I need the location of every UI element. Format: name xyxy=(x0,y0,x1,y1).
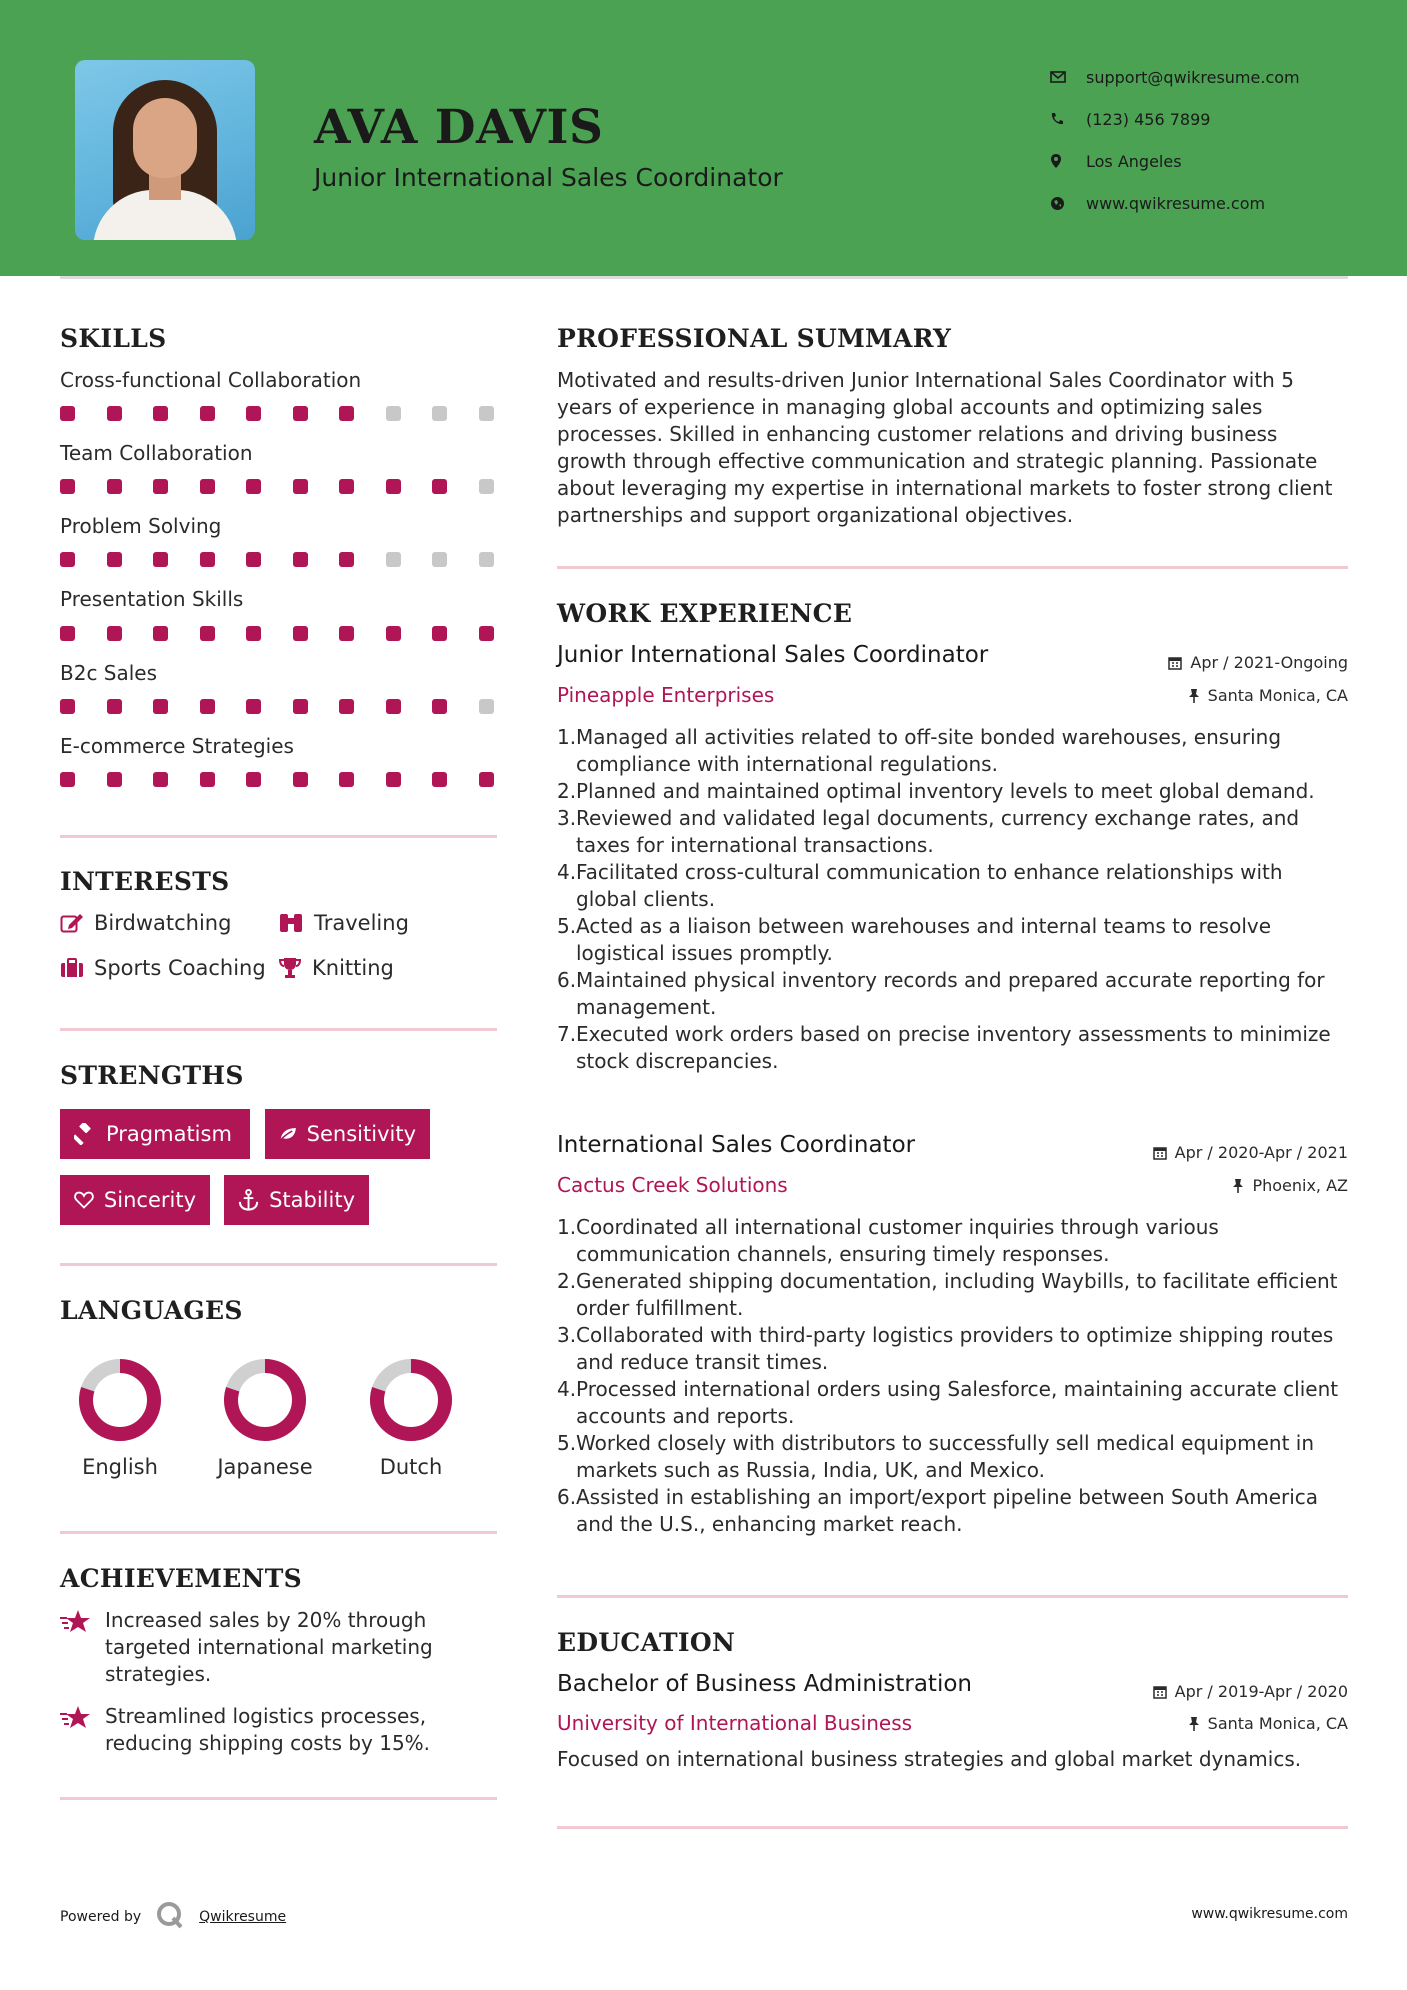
calendar-icon xyxy=(1168,656,1182,670)
calendar-icon xyxy=(1153,1146,1167,1160)
skill-dot xyxy=(293,479,308,494)
binoculars-icon xyxy=(278,913,304,933)
interest-item xyxy=(278,956,394,980)
skill-dot xyxy=(107,406,122,421)
skill-dot xyxy=(386,626,401,641)
pushpin-icon xyxy=(1232,1178,1244,1194)
job-bullet: 1. Managed all activities related to off-site bonded warehouses, ensuring compliance with international regulations. xyxy=(557,725,1282,776)
pushpin-icon xyxy=(1188,1716,1200,1732)
contact-phone-text: (123) 456 7899 xyxy=(1086,109,1211,129)
job-dates-text: Apr / 2021-Ongoing xyxy=(1190,653,1348,672)
footer-branding xyxy=(60,1900,286,1934)
envelope-icon xyxy=(1050,71,1086,83)
experience-heading: WORK EXPERIENCE xyxy=(557,599,853,628)
language-label: Japanese xyxy=(217,1455,313,1479)
skill-dot xyxy=(293,699,308,714)
skill-dot xyxy=(107,699,122,714)
achievement-item xyxy=(60,1703,500,1757)
qwikresume-link[interactable]: Qwikresume xyxy=(199,1909,287,1925)
star-icon xyxy=(60,1609,92,1635)
job-role: International Sales Coordinator xyxy=(557,1132,916,1158)
strength-label: Pragmatism xyxy=(106,1122,232,1146)
job-dates-text: Apr / 2020-Apr / 2021 xyxy=(1174,1143,1348,1162)
job-bullet: 5. Acted as a liaison between warehouses and internal teams to resolve logistical issues promptly. xyxy=(557,914,1272,965)
interest-item xyxy=(278,911,409,935)
skill-dot xyxy=(479,772,494,787)
strength-tag xyxy=(60,1109,250,1159)
interest-label: Birdwatching xyxy=(94,911,232,935)
achievement-text: Increased sales by 20% through targeted international marketing strategies. xyxy=(105,1608,433,1686)
job-bullets xyxy=(557,1214,1347,1538)
candidate-title: Junior International Sales Coordinator xyxy=(314,163,783,192)
job-role: Junior International Sales Coordinator xyxy=(557,642,989,668)
education-dates-text: Apr / 2019-Apr / 2020 xyxy=(1174,1682,1348,1701)
skill-dot xyxy=(479,626,494,641)
job-bullet: 4. Processed international orders using Salesforce, maintaining accurate client accounts and reports. xyxy=(557,1377,1339,1428)
section-divider xyxy=(60,1797,497,1800)
skill-dot xyxy=(107,552,122,567)
language-item xyxy=(195,1357,335,1479)
language-item xyxy=(341,1357,481,1479)
skill-dot xyxy=(153,552,168,567)
interest-label: Knitting xyxy=(312,956,394,980)
education-heading: EDUCATION xyxy=(557,1628,736,1657)
skill-dot xyxy=(246,479,261,494)
contact-phone[interactable] xyxy=(1050,98,1300,140)
job-dates xyxy=(1153,1143,1348,1162)
skill-dot xyxy=(153,626,168,641)
job-bullet: 6. Assisted in establishing an import/export pipeline between South America and the U.S., enhancing market reach. xyxy=(557,1485,1319,1536)
trophy-icon xyxy=(278,957,302,979)
contact-website[interactable] xyxy=(1050,182,1300,224)
skill-rating xyxy=(60,772,525,787)
skill-dot xyxy=(107,626,122,641)
strength-tag xyxy=(265,1109,430,1159)
interest-item xyxy=(60,956,266,980)
skill-dot xyxy=(200,552,215,567)
skill-rating xyxy=(60,699,525,714)
job-company: Pineapple Enterprises xyxy=(557,683,775,707)
skill-dot xyxy=(200,626,215,641)
education-location xyxy=(1188,1714,1348,1733)
skill-dot xyxy=(60,406,75,421)
interest-label: Sports Coaching xyxy=(94,956,266,980)
section-divider xyxy=(60,1028,497,1031)
contact-location-text: Los Angeles xyxy=(1086,151,1182,171)
job-dates xyxy=(1168,653,1348,672)
skill-dot xyxy=(339,479,354,494)
section-divider xyxy=(60,835,497,838)
footer-url[interactable]: www.qwikresume.com xyxy=(1191,1906,1348,1922)
contact-website-text: www.qwikresume.com xyxy=(1086,193,1266,213)
skill-name: Cross-functional Collaboration xyxy=(60,368,362,392)
education-dates xyxy=(1153,1682,1348,1701)
job-bullet: 4. Facilitated cross-cultural communication to enhance relationships with global clients. xyxy=(557,860,1283,911)
powered-by-label: Powered by xyxy=(60,1909,142,1925)
skill-dot xyxy=(339,626,354,641)
skill-dot xyxy=(386,772,401,787)
language-ring xyxy=(368,1357,454,1443)
interest-item xyxy=(60,911,231,935)
language-ring xyxy=(222,1357,308,1443)
skill-dot xyxy=(200,772,215,787)
strength-label: Sincerity xyxy=(103,1188,196,1212)
contact-list xyxy=(1050,56,1300,224)
skill-rating xyxy=(60,552,525,567)
skill-dot xyxy=(246,406,261,421)
skill-dot xyxy=(246,772,261,787)
job-bullet: 3. Reviewed and validated legal documents, currency exchange rates, and taxes for international transactions. xyxy=(557,806,1300,857)
skill-rating xyxy=(60,626,525,641)
header-divider xyxy=(60,276,1348,279)
skill-dot xyxy=(479,699,494,714)
skill-dot xyxy=(60,699,75,714)
strength-tag xyxy=(60,1175,210,1225)
profile-photo xyxy=(75,60,255,240)
skill-dot xyxy=(339,406,354,421)
skill-dot xyxy=(293,406,308,421)
achievement-text: Streamlined logistics processes, reducing shipping costs by 15%. xyxy=(105,1704,431,1755)
skill-dot xyxy=(432,552,447,567)
skill-dot xyxy=(153,406,168,421)
skill-dot xyxy=(432,406,447,421)
skill-dot xyxy=(153,772,168,787)
qwikresume-logo-icon xyxy=(155,1900,185,1934)
skill-dot xyxy=(386,406,401,421)
globe-icon xyxy=(1050,196,1086,211)
skill-dot xyxy=(60,552,75,567)
summary-heading: PROFESSIONAL SUMMARY xyxy=(557,324,952,353)
skill-dot xyxy=(479,406,494,421)
skill-dot xyxy=(339,772,354,787)
skill-dot xyxy=(200,699,215,714)
strengths-heading: STRENGTHS xyxy=(60,1061,244,1090)
job-bullet: 7. Executed work orders based on precise inventory assessments to minimize stock discrepancies. xyxy=(557,1022,1331,1073)
anchor-icon xyxy=(238,1188,259,1212)
briefcase-icon xyxy=(60,958,84,978)
skill-dot xyxy=(479,552,494,567)
language-label: English xyxy=(82,1455,158,1479)
job-location-text: Santa Monica, CA xyxy=(1207,686,1348,705)
skill-dot xyxy=(246,552,261,567)
job-location xyxy=(1188,686,1348,705)
skill-dot xyxy=(246,699,261,714)
skill-dot xyxy=(432,626,447,641)
job-location-text: Phoenix, AZ xyxy=(1252,1176,1348,1195)
skill-dot xyxy=(153,699,168,714)
education-description: Focused on international business strategies and global market dynamics. xyxy=(557,1747,1302,1771)
skill-dot xyxy=(386,479,401,494)
pencil-square-icon xyxy=(60,913,84,933)
education-degree: Bachelor of Business Administration xyxy=(557,1671,972,1697)
skill-name: Presentation Skills xyxy=(60,587,244,611)
job-location xyxy=(1232,1176,1348,1195)
skill-rating xyxy=(60,479,525,494)
skill-name: E-commerce Strategies xyxy=(60,734,294,758)
skill-dot xyxy=(293,626,308,641)
star-icon xyxy=(60,1705,92,1731)
job-bullet: 5. Worked closely with distributors to successfully sell medical equipment in markets such as Russia, India, UK, and Mexico. xyxy=(557,1431,1314,1482)
achievement-item xyxy=(60,1607,500,1688)
section-divider xyxy=(60,1263,497,1266)
heart-icon xyxy=(74,1189,94,1211)
skill-name: Problem Solving xyxy=(60,514,222,538)
skills-heading: SKILLS xyxy=(60,324,167,353)
skill-dot xyxy=(386,552,401,567)
contact-location xyxy=(1050,140,1300,182)
job-bullet: 1. Coordinated all international customer inquiries through various communication channels, ensuring timely responses. xyxy=(557,1215,1219,1266)
skill-dot xyxy=(107,479,122,494)
skill-dot xyxy=(339,699,354,714)
leaf-icon xyxy=(279,1124,297,1144)
strength-label: Sensitivity xyxy=(306,1122,416,1146)
strength-tag xyxy=(224,1175,369,1225)
education-school: University of International Business xyxy=(557,1711,913,1735)
skill-dot xyxy=(60,772,75,787)
job-bullet: 6. Maintained physical inventory records and prepared accurate reporting for management. xyxy=(557,968,1325,1019)
skill-dot xyxy=(107,772,122,787)
skill-name: Team Collaboration xyxy=(60,441,253,465)
skill-dot xyxy=(246,626,261,641)
education-location-text: Santa Monica, CA xyxy=(1207,1714,1348,1733)
languages-heading: LANGUAGES xyxy=(60,1296,243,1325)
candidate-name: AVA DAVIS xyxy=(314,100,604,155)
skill-name: B2c Sales xyxy=(60,661,158,685)
skill-dot xyxy=(200,479,215,494)
skill-dot xyxy=(293,772,308,787)
skill-dot xyxy=(432,479,447,494)
section-divider xyxy=(60,1531,497,1534)
calendar-icon xyxy=(1153,1685,1167,1699)
achievements-heading: ACHIEVEMENTS xyxy=(60,1564,302,1593)
pushpin-icon xyxy=(1188,688,1200,704)
section-divider xyxy=(557,1595,1348,1598)
section-divider xyxy=(557,1826,1348,1829)
skill-dot xyxy=(432,772,447,787)
job-bullet: 2. Generated shipping documentation, including Waybills, to facilitate efficient order fulfillment. xyxy=(557,1269,1338,1320)
language-item xyxy=(50,1357,190,1479)
job-bullets xyxy=(557,724,1347,1075)
skill-dot xyxy=(60,479,75,494)
skill-dot xyxy=(293,552,308,567)
skill-dot xyxy=(153,479,168,494)
skill-dot xyxy=(432,699,447,714)
interest-label: Traveling xyxy=(314,911,409,935)
section-divider xyxy=(557,566,1348,569)
language-ring xyxy=(77,1357,163,1443)
skill-dot xyxy=(60,626,75,641)
strength-label: Stability xyxy=(269,1188,355,1212)
phone-icon xyxy=(1050,112,1086,126)
contact-email-text: support@qwikresume.com xyxy=(1086,67,1300,87)
job-bullet: 3. Collaborated with third-party logistics providers to optimize shipping routes and reduce transit times. xyxy=(557,1323,1334,1374)
summary-text: Motivated and results-driven Junior International Sales Coordinator with 5 years of experience in managing global accounts and optimizing sales processes. Skilled in enhancing customer relations and driving business growth through effective communication and strategic planning. Passionate about leveraging my expertise in international markets to foster strong client partnerships and support organizational objectives. xyxy=(557,368,1333,527)
skill-dot xyxy=(386,699,401,714)
resume-header xyxy=(0,0,1407,276)
contact-email[interactable] xyxy=(1050,56,1300,98)
job-bullet: 2. Planned and maintained optimal inventory levels to meet global demand. xyxy=(557,779,1315,803)
skill-dot xyxy=(339,552,354,567)
skill-dot xyxy=(479,479,494,494)
skill-rating xyxy=(60,406,525,421)
gavel-icon xyxy=(74,1123,96,1145)
language-label: Dutch xyxy=(379,1455,443,1479)
job-company: Cactus Creek Solutions xyxy=(557,1173,788,1197)
skill-dot xyxy=(200,406,215,421)
interests-heading: INTERESTS xyxy=(60,867,230,896)
map-pin-icon xyxy=(1050,153,1086,169)
